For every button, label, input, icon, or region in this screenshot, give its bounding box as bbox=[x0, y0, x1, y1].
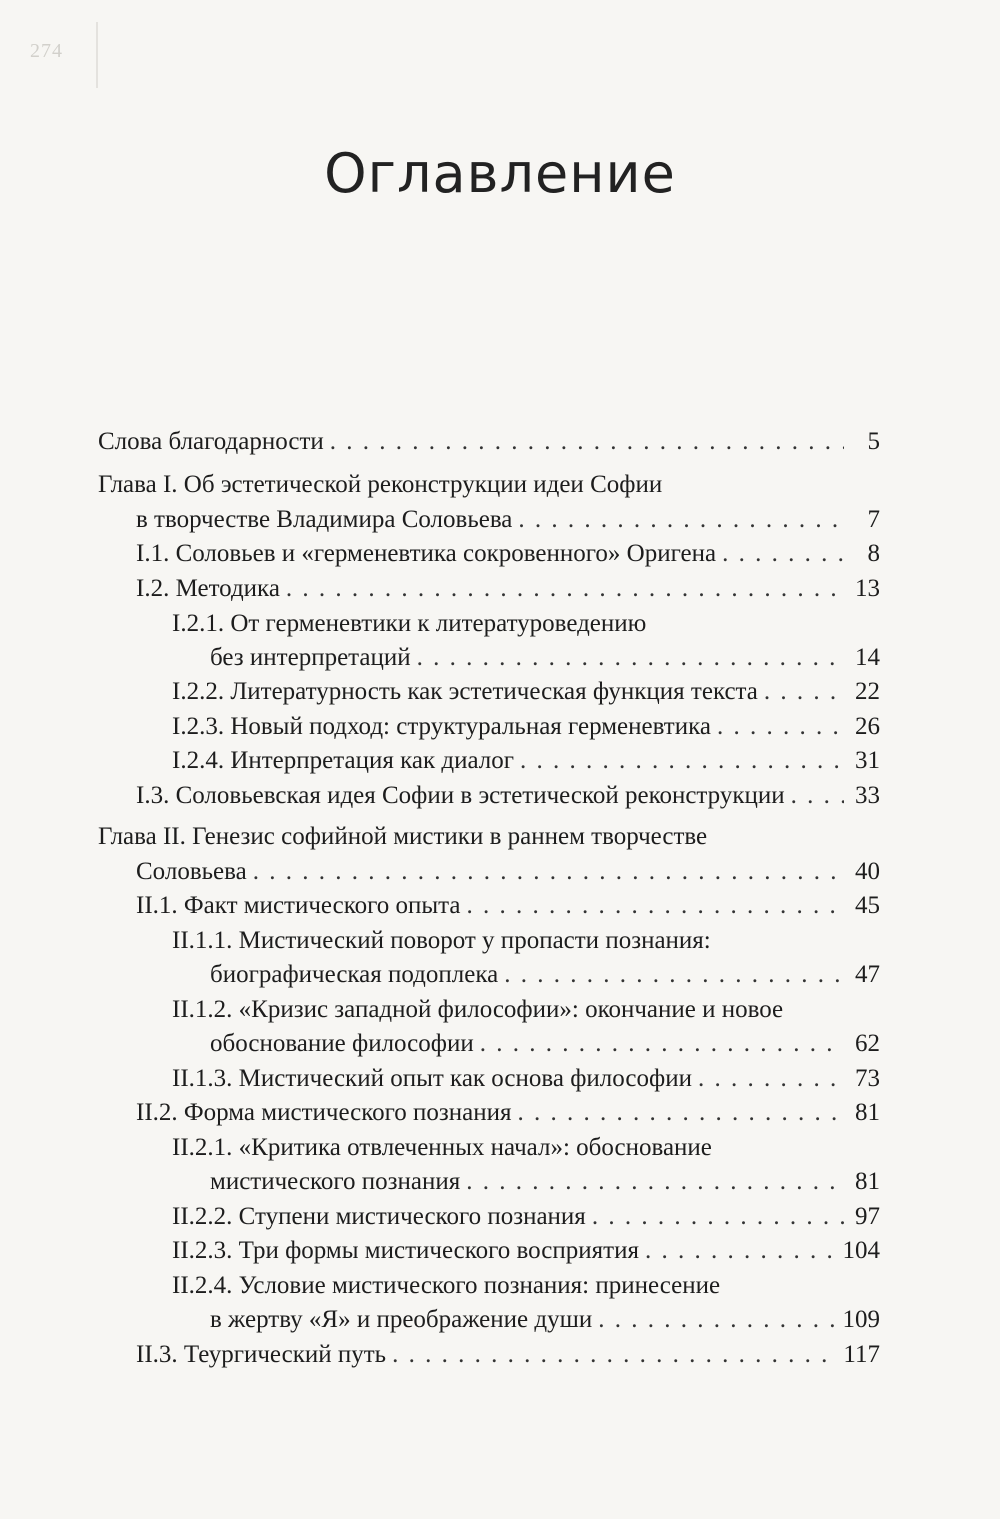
toc-entry-title[interactable]: I.2.1. От герменевтики к литературоведению bbox=[172, 610, 647, 637]
toc-leader-dots bbox=[518, 503, 844, 537]
toc-page-number: 97 bbox=[855, 1203, 880, 1230]
toc-page-number: 14 bbox=[855, 644, 880, 671]
toc-entry-title[interactable]: II.1.1. Мистический поворот у пропасти познания: bbox=[172, 927, 711, 954]
toc-entry-title-cont: в творчестве Владимира Соловьева bbox=[136, 506, 513, 533]
toc-entry-title: II.1.3. Мистический опыт как основа философии bbox=[172, 1065, 692, 1092]
toc-leader-dots bbox=[764, 675, 844, 709]
toc-leader-dots bbox=[286, 572, 844, 606]
toc-entry-title: I.1. Соловьев и «герменевтика сокровенного» Оригена bbox=[136, 540, 717, 567]
toc-entry[interactable] bbox=[172, 744, 880, 778]
toc-entry-title: II.1. Факт мистического опыта bbox=[136, 892, 461, 919]
toc-entry-title: I.3. Соловьевская идея Софии в эстетической реконструкции bbox=[136, 782, 785, 809]
toc-page-number: 81 bbox=[855, 1099, 880, 1126]
toc-leader-dots bbox=[791, 779, 844, 813]
toc-entry-title: I.2.4. Интерпретация как диалог bbox=[172, 747, 514, 774]
toc-entry-title: I.2. Методика bbox=[136, 575, 280, 602]
toc-leader-dots bbox=[592, 1200, 844, 1234]
toc-page-number: 13 bbox=[855, 575, 880, 602]
page-header bbox=[0, 0, 1000, 110]
toc-leader-dots bbox=[645, 1234, 837, 1268]
toc-entry-title: I.2.2. Литературность как эстетическая функция текста bbox=[172, 678, 758, 705]
toc-leader-dots bbox=[330, 425, 844, 459]
toc-entry[interactable] bbox=[136, 537, 880, 571]
page-title: Оглавление bbox=[324, 142, 676, 205]
toc-entry-title: II.2.2. Ступени мистического познания bbox=[172, 1203, 586, 1230]
toc-entry[interactable] bbox=[210, 958, 880, 992]
toc-entry-title-cont: мистического познания bbox=[210, 1168, 461, 1195]
toc-entry-title-cont: биографическая подоплека bbox=[210, 961, 499, 988]
toc-entry[interactable] bbox=[136, 572, 880, 606]
toc-leader-dots bbox=[504, 958, 844, 992]
toc-page-number: 109 bbox=[842, 1306, 880, 1333]
toc-entry-title: II.2. Форма мистического познания bbox=[136, 1099, 512, 1126]
toc-leader-dots bbox=[717, 710, 844, 744]
toc-page-number: 117 bbox=[843, 1341, 880, 1368]
toc-page-number: 81 bbox=[855, 1168, 880, 1195]
toc-entry[interactable] bbox=[98, 425, 880, 459]
toc-page-number: 7 bbox=[867, 506, 880, 533]
toc-leader-dots bbox=[480, 1027, 844, 1061]
toc-leader-dots bbox=[698, 1062, 844, 1096]
toc-leader-dots bbox=[253, 855, 844, 889]
toc-leader-dots bbox=[518, 1096, 844, 1130]
toc-leader-dots bbox=[467, 889, 845, 923]
toc-page-number: 26 bbox=[855, 713, 880, 740]
toc-entry[interactable] bbox=[172, 710, 880, 744]
toc-entry-title[interactable]: II.2.1. «Критика отвлеченных начал»: обоснование bbox=[172, 1134, 712, 1161]
toc-page-number: 47 bbox=[855, 961, 880, 988]
toc-entry[interactable] bbox=[172, 1200, 880, 1234]
toc-page-number: 40 bbox=[855, 858, 880, 885]
toc-leader-dots bbox=[722, 537, 844, 571]
toc-leader-dots bbox=[466, 1165, 844, 1199]
toc-entry[interactable] bbox=[172, 675, 880, 709]
toc-page-number: 8 bbox=[867, 540, 880, 567]
toc-entry-title[interactable]: II.1.2. «Кризис западной философии»: окончание и новое bbox=[172, 996, 784, 1023]
toc-entry[interactable] bbox=[136, 503, 880, 537]
toc-page-number: 5 bbox=[867, 428, 880, 455]
toc-entry-title-cont: в жертву «Я» и преображение души bbox=[210, 1306, 593, 1333]
toc-leader-dots bbox=[598, 1303, 836, 1337]
toc-entry-title[interactable]: Глава I. Об эстетической реконструкции идеи Софии bbox=[98, 471, 663, 498]
toc-entry-title[interactable]: Глава II. Генезис софийной мистики в раннем творчестве bbox=[98, 823, 708, 850]
toc-entry-title-cont: без интерпретаций bbox=[210, 644, 411, 671]
toc-leader-dots bbox=[392, 1338, 837, 1372]
toc-leader-dots bbox=[520, 744, 844, 778]
toc-entry[interactable] bbox=[136, 779, 880, 813]
toc-page-number: 31 bbox=[855, 747, 880, 774]
toc-page-number: 33 bbox=[855, 782, 880, 809]
toc-entry[interactable] bbox=[172, 1234, 880, 1268]
toc-page-number: 104 bbox=[842, 1237, 880, 1264]
toc-entry[interactable] bbox=[136, 1338, 880, 1372]
toc-entry-title-cont: Соловьева bbox=[136, 858, 247, 885]
toc-leader-dots bbox=[417, 641, 844, 675]
toc-entry[interactable] bbox=[210, 1027, 880, 1061]
toc-page-number: 45 bbox=[855, 892, 880, 919]
toc-entry-title[interactable]: II.2.4. Условие мистического познания: принесение bbox=[172, 1272, 721, 1299]
toc-entry-title: Слова благодарности bbox=[98, 428, 324, 455]
toc-entry-title: II.3. Теургический путь bbox=[136, 1341, 387, 1368]
toc-entry-title: I.2.3. Новый подход: структуральная герменевтика bbox=[172, 713, 711, 740]
header-divider bbox=[96, 22, 98, 88]
toc-page-number: 22 bbox=[855, 678, 880, 705]
toc-entry[interactable] bbox=[136, 889, 880, 923]
toc-entry[interactable] bbox=[172, 1062, 880, 1096]
toc-entry-title: II.2.3. Три формы мистического восприятия bbox=[172, 1237, 639, 1264]
toc-entry[interactable] bbox=[210, 1303, 880, 1337]
toc-page-number: 62 bbox=[855, 1030, 880, 1057]
toc-page-number: 73 bbox=[855, 1065, 880, 1092]
toc-entry[interactable] bbox=[136, 1096, 880, 1130]
toc-entry[interactable] bbox=[210, 1165, 880, 1199]
toc-entry-title-cont: обоснование философии bbox=[210, 1030, 474, 1057]
toc-entry[interactable] bbox=[210, 641, 880, 675]
header-page-number: 274 bbox=[30, 40, 63, 62]
toc-entry[interactable] bbox=[136, 855, 880, 889]
